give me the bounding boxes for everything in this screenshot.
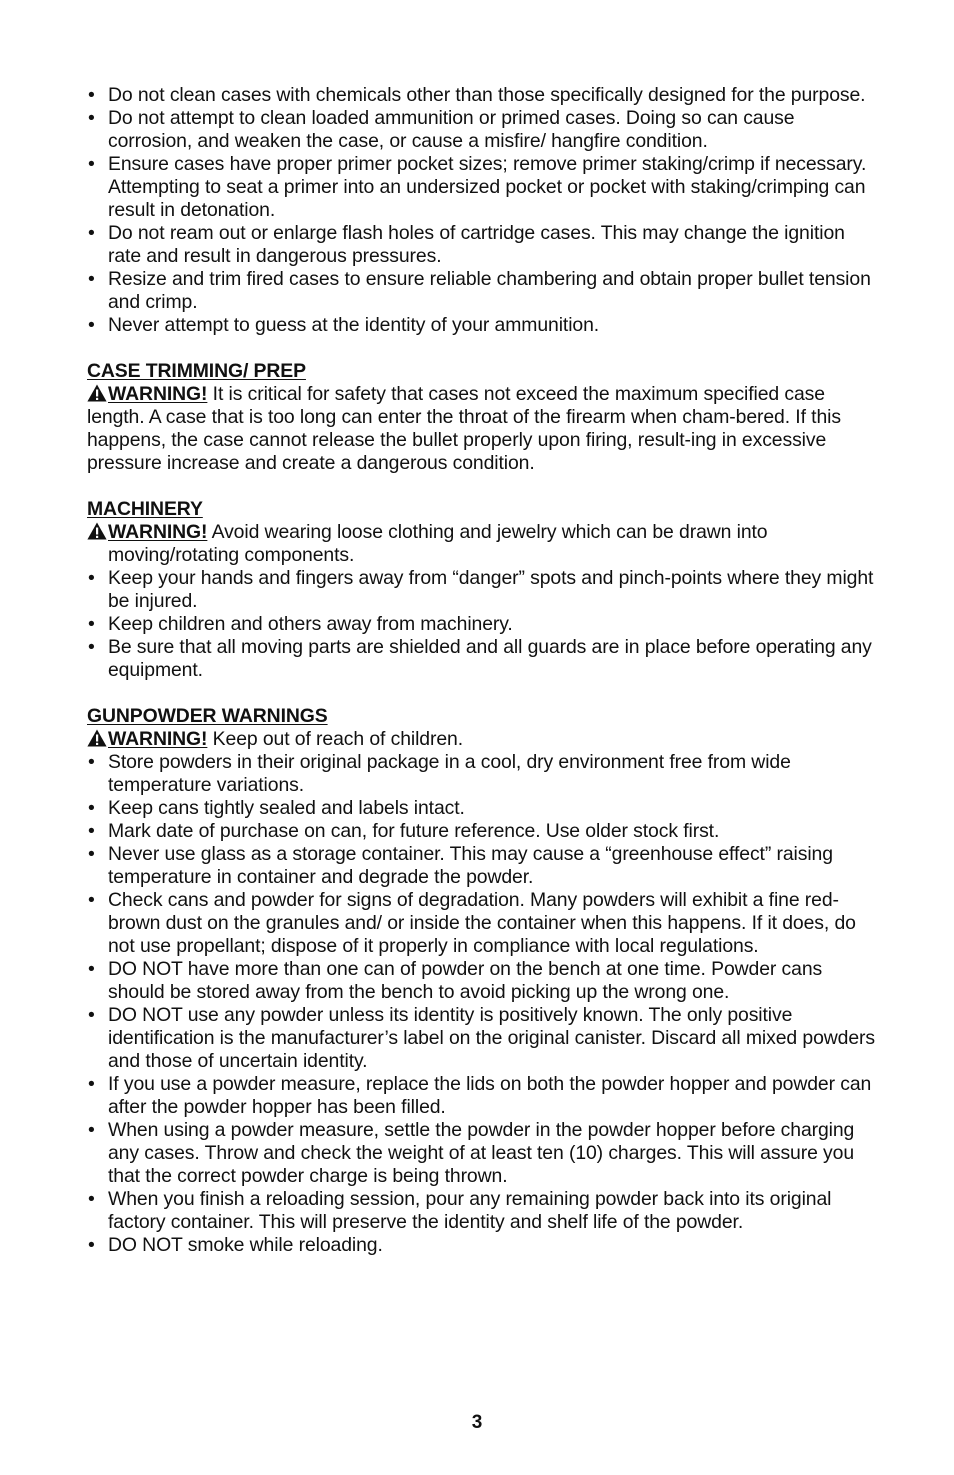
list-item: • Mark date of purchase on can, for future reference. Use older stock first. xyxy=(87,820,877,843)
list-item: • Keep children and others away from machinery. xyxy=(87,613,877,636)
list-item: • Do not ream out or enlarge flash holes of cartridge cases. This may change the ignition rate and result in dangerous pressures. xyxy=(87,222,877,268)
machinery-section xyxy=(87,498,877,682)
case-trimming-section xyxy=(87,360,877,475)
gunpowder-list xyxy=(87,751,877,1257)
section-heading: MACHINERY xyxy=(87,498,203,520)
warning-paragraph xyxy=(87,521,877,567)
warning-triangle-icon xyxy=(87,384,107,402)
section-heading: CASE TRIMMING/ PREP xyxy=(87,360,306,382)
list-item: • Keep your hands and fingers away from “danger” spots and pinch-points where they might be injured. xyxy=(87,567,877,613)
list-item: • Never use glass as a storage container. This may cause a “greenhouse effect” raising temperature in container and degrade the powder. xyxy=(87,843,877,889)
list-item: • DO NOT use any powder unless its identity is positively known. The only positive identification is the manufacturer’s label on the original canister. Discard all mixed powders and those of uncertain identity. xyxy=(87,1004,877,1073)
warning-text: Avoid wearing loose clothing and jewelry which can be drawn into moving/rotating components. xyxy=(108,521,768,566)
page-number: 3 xyxy=(471,1412,483,1433)
warning-label: WARNING! xyxy=(108,383,208,405)
warning-paragraph xyxy=(87,728,877,751)
warning-label: WARNING! xyxy=(108,521,208,543)
gunpowder-section xyxy=(87,705,877,1257)
list-item: • Do not attempt to clean loaded ammunition or primed cases. Doing so can cause corrosion, and weaken the case, or cause a misfire/ hangfire condition. xyxy=(87,107,877,153)
list-item: • When you finish a reloading session, pour any remaining powder back into its original factory container. This will preserve the identity and shelf life of the powder. xyxy=(87,1188,877,1234)
intro-list xyxy=(87,84,877,337)
warning-paragraph xyxy=(87,383,877,475)
list-item: • Check cans and powder for signs of degradation. Many powders will exhibit a fine red-brown dust on the granules and/ or inside the container when this happens. If it does, do not use propellant; dispose of it properly in compliance with local regulations. xyxy=(87,889,877,958)
warning-label: WARNING! xyxy=(108,728,208,750)
list-item: • Keep cans tightly sealed and labels intact. xyxy=(87,797,877,820)
list-item: • Do not clean cases with chemicals other than those specifically designed for the purpose. xyxy=(87,84,877,107)
list-item: • DO NOT smoke while reloading. xyxy=(87,1234,877,1257)
list-item: • Be sure that all moving parts are shielded and all guards are in place before operating any equipment. xyxy=(87,636,877,682)
list-item: • DO NOT have more than one can of powder on the bench at one time. Powder cans should be stored away from the bench to avoid picking up the wrong one. xyxy=(87,958,877,1004)
machinery-list xyxy=(87,567,877,682)
warning-triangle-icon xyxy=(87,522,107,540)
list-item: • If you use a powder measure, replace the lids on both the powder hopper and powder can after the powder hopper has been filled. xyxy=(87,1073,877,1119)
manual-page xyxy=(87,84,877,1257)
list-item: • Ensure cases have proper primer pocket sizes; remove primer staking/crimp if necessary. Attempting to seat a primer into an undersized pocket or pocket with staking/crimping can result in detonation. xyxy=(87,153,877,222)
list-item: • Never attempt to guess at the identity of your ammunition. xyxy=(87,314,877,337)
list-item: • Store powders in their original package in a cool, dry environment free from wide temperature variations. xyxy=(87,751,877,797)
section-heading: GUNPOWDER WARNINGS xyxy=(87,705,328,727)
list-item: • When using a powder measure, settle the powder in the powder hopper before charging any cases. Throw and check the weight of at least ten (10) charges. This will assure you that the correct powder charge is being thrown. xyxy=(87,1119,877,1188)
warning-text: Keep out of reach of children. xyxy=(212,728,463,750)
warning-text: It is critical for safety that cases not exceed the maximum specified case length. A case that is too long can enter the throat of the firearm when cham-bered. If this happens, the case cannot release the bullet properly upon firing, result-ing in excessive pressure increase and create a dangerous condition. xyxy=(87,383,841,474)
warning-triangle-icon xyxy=(87,729,107,747)
list-item: • Resize and trim fired cases to ensure reliable chambering and obtain proper bullet tension and crimp. xyxy=(87,268,877,314)
